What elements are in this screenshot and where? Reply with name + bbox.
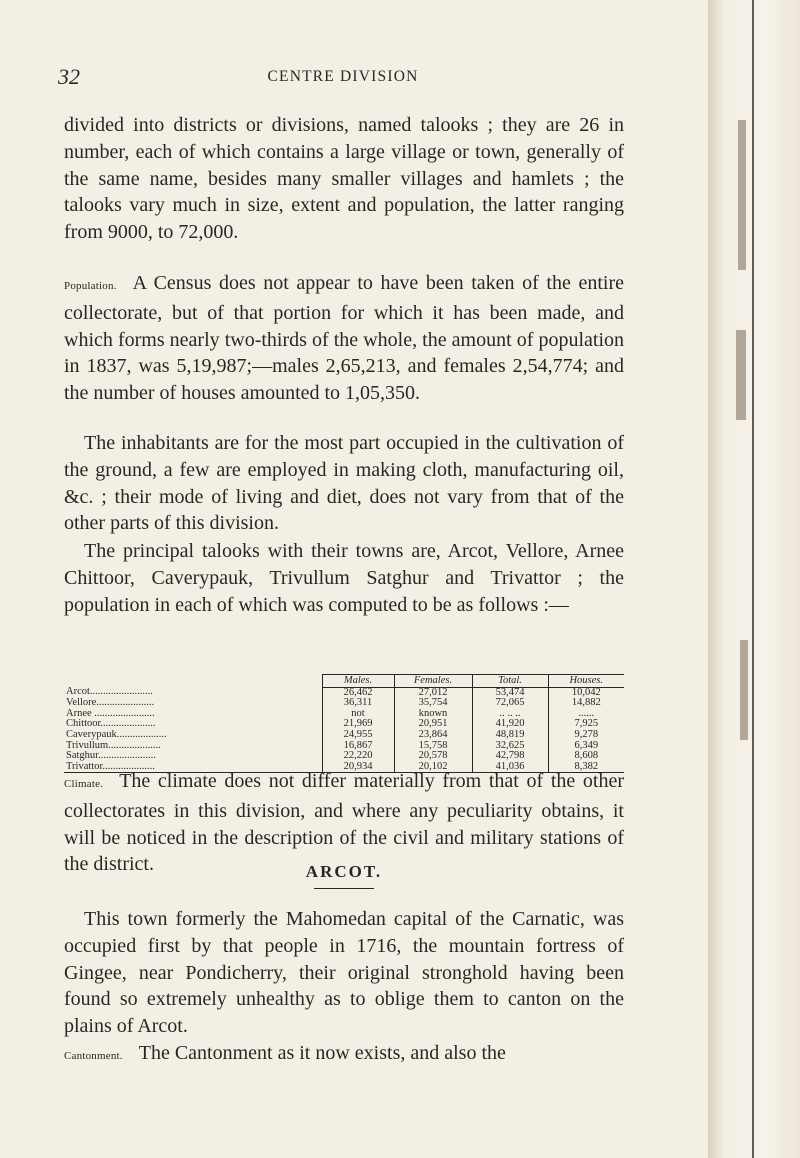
row-females: 15,758	[394, 741, 472, 752]
paragraph-arcot-history: This town formerly the Mahomedan capital of the Carnatic, was occupied first by that people in 1716, the mountain fortress of Gingee, near Pondicherry, their original stronghold having been found so extremely unhealthy as to oblige them to canton on the plains of Arcot.	[64, 908, 624, 1038]
header-males: Males.	[322, 675, 394, 688]
margin-note-cantonment: Cantonment.	[64, 1050, 123, 1062]
cantonment-text: The Cantonment as it now exists, and also the	[138, 1042, 506, 1064]
row-houses: 14,882	[548, 698, 624, 709]
row-name: Caverypauk...................	[66, 728, 167, 740]
row-males: 24,955	[322, 730, 394, 741]
header-females: Females.	[394, 675, 472, 688]
row-males: not	[322, 709, 394, 720]
page-header	[58, 64, 628, 88]
row-males: 22,220	[322, 751, 394, 762]
row-males: 26,462	[322, 687, 394, 698]
header-houses: Houses.	[548, 675, 624, 688]
row-name: Satghur......................	[66, 750, 156, 762]
row-males: 20,934	[322, 762, 394, 773]
page-number: 32	[58, 64, 80, 89]
paragraph-inhabitants: The inhabitants are for the most part occupied in the cultivation of the ground, a few are employed in making cloth, manufacturing oil, &c. ; their mode of living and diet, does not vary from that of the other parts of this division.	[64, 432, 624, 535]
row-females: 20,102	[394, 762, 472, 773]
row-total: 41,036	[472, 762, 548, 773]
margin-note-population: Population.	[64, 280, 117, 292]
edge-stain	[736, 330, 746, 420]
running-head: CENTRE DIVISION	[267, 68, 419, 85]
edge-stain	[740, 640, 748, 740]
title-rule	[314, 888, 374, 889]
climate-text: The climate does not differ materially from that of the other collectorates in this division, and where any peculiarity obtains, it will be noticed in the description of the civil and military stations of the district.	[64, 770, 624, 876]
row-houses: 8,608	[548, 751, 624, 762]
row-name: Arnee .......................	[66, 707, 155, 719]
row-name: Trivullum....................	[66, 739, 161, 751]
row-females: 23,864	[394, 730, 472, 741]
row-males: 21,969	[322, 719, 394, 730]
row-houses: 8,382	[548, 762, 624, 773]
paragraph-cantonment	[64, 1040, 624, 1070]
row-houses: 7,925	[548, 719, 624, 730]
row-total: 72,065	[472, 698, 548, 709]
gutter-line	[752, 0, 754, 1158]
row-name: Vellore......................	[66, 697, 155, 709]
row-total: 42,798	[472, 751, 548, 762]
row-houses: ......	[548, 709, 624, 720]
paragraph-talooks: divided into districts or divisions, named talooks ; they are 26 in number, each of which contains a large village or town, generally of the same name, besides many smaller villages and hamlets ; the talooks vary much in size, extent and population, the latter ranging from 9000, to 72,000.	[64, 114, 624, 244]
paragraph-talooks-towns: The principal talooks with their towns are, Arcot, Vellore, Arnee Chittoor, Caverypauk, Trivullum Satghur and Trivattor ; the population in each of which was computed to be as follows :—	[64, 540, 624, 616]
row-houses: 10,042	[548, 687, 624, 698]
row-males: 36,311	[322, 698, 394, 709]
section-title-arcot: ARCOT.	[305, 862, 383, 881]
edge-stain	[738, 120, 746, 270]
row-females: 20,951	[394, 719, 472, 730]
population-text: A Census does not appear to have been taken of the entire collectorate, but of that portion for which it has been made, and which forms nearly two-thirds of the whole, the amount of population in 1837, was 5,19,987;—males 2,65,213, and females 2,54,774; and the number of houses amounted to 1,05,350.	[64, 272, 624, 405]
row-females: 35,754	[394, 698, 472, 709]
row-houses: 9,278	[548, 730, 624, 741]
row-name: Chittoor.....................	[66, 718, 156, 730]
table-header-row	[64, 675, 624, 688]
table-row	[64, 730, 624, 741]
population-table	[64, 674, 624, 773]
row-males: 16,867	[322, 741, 394, 752]
row-name: Trivattor....................	[64, 762, 322, 773]
row-females: known	[394, 709, 472, 720]
row-total: 41,920	[472, 719, 548, 730]
facing-page-edge	[708, 0, 800, 1158]
row-houses: 6,349	[548, 741, 624, 752]
margin-note-climate: Climate.	[64, 778, 104, 790]
row-total: .. .. ..	[472, 709, 548, 720]
row-females: 20,578	[394, 751, 472, 762]
row-name: Arcot........................	[66, 686, 153, 698]
row-females: 27,012	[394, 687, 472, 698]
table-header-blank	[64, 675, 322, 688]
row-total: 48,819	[472, 730, 548, 741]
paragraph-population	[64, 270, 624, 407]
row-total: 32,625	[472, 741, 548, 752]
row-total: 53,474	[472, 687, 548, 698]
header-total: Total.	[472, 675, 548, 688]
